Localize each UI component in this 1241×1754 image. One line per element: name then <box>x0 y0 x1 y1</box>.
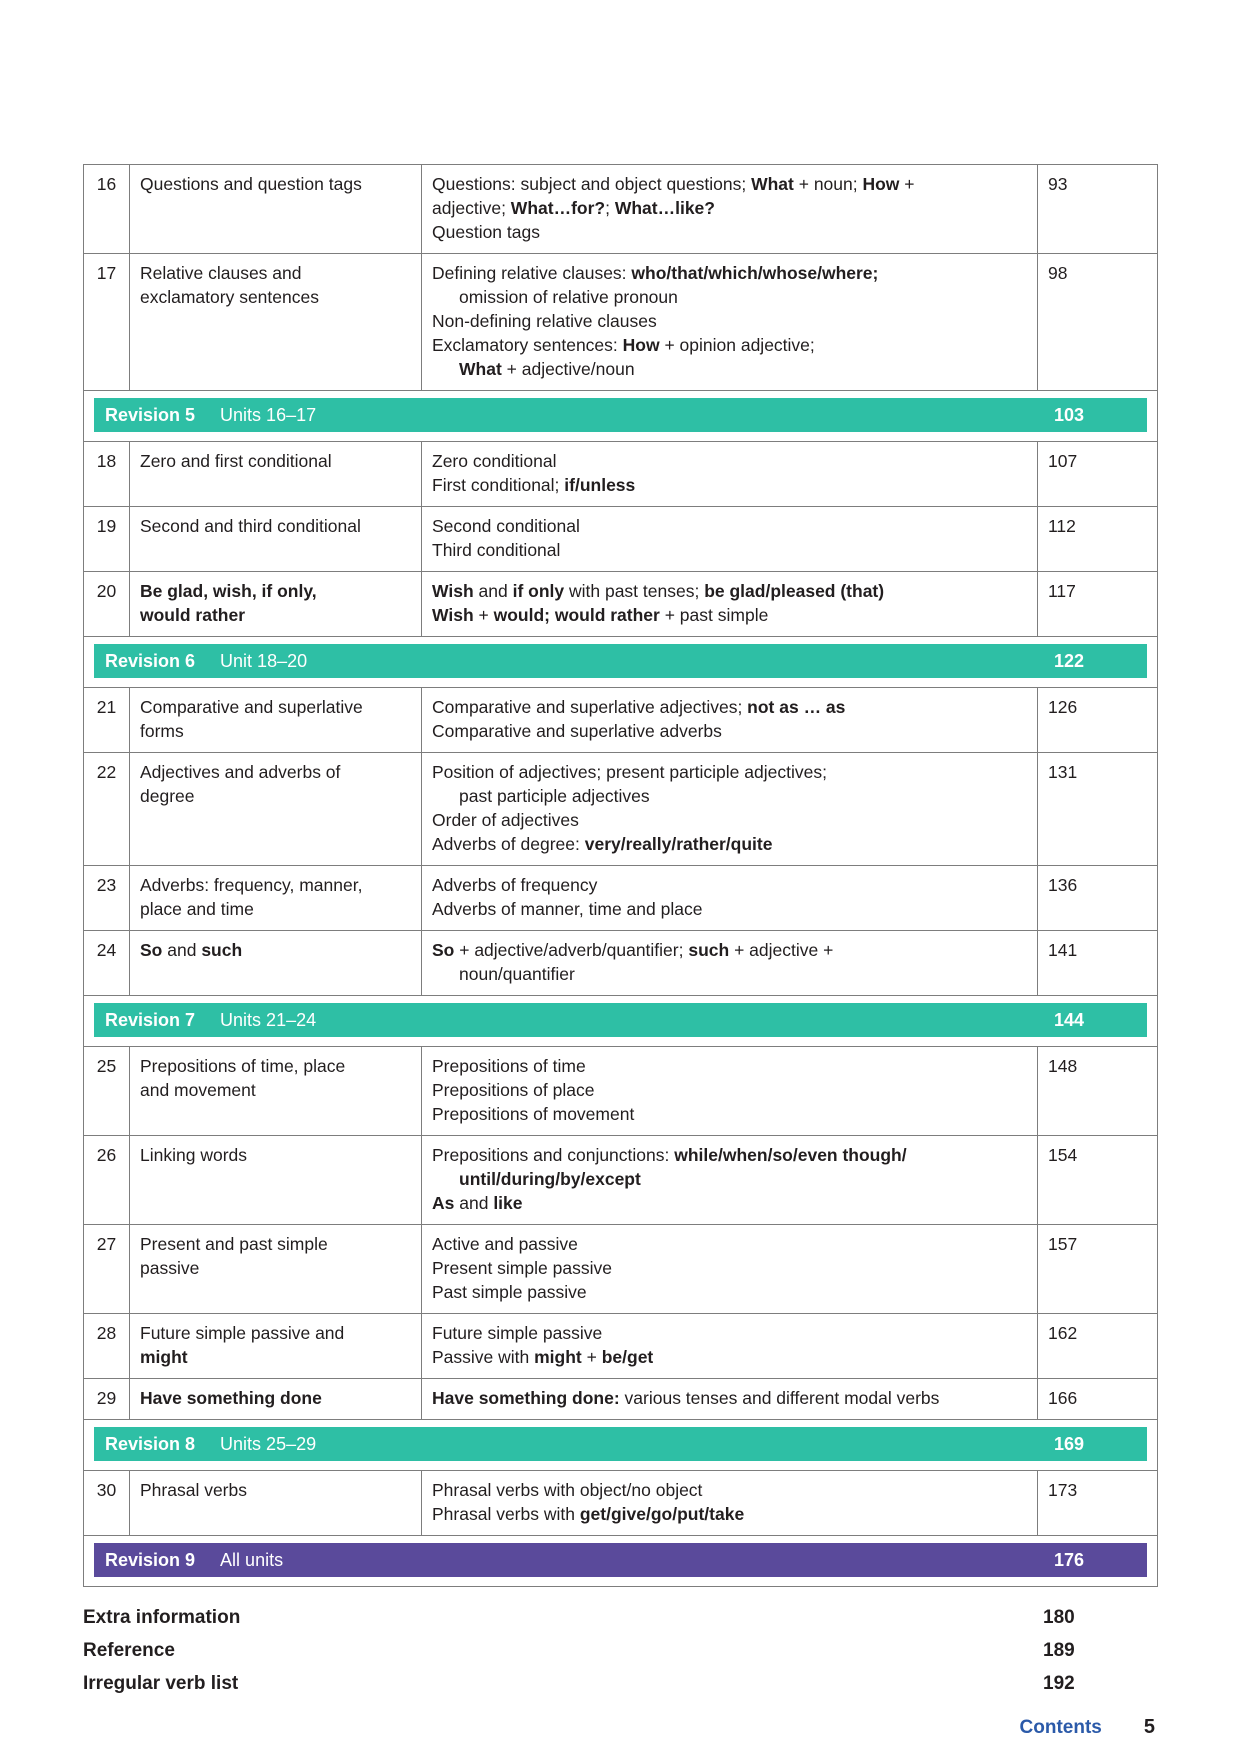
unit-number: 27 <box>84 1225 130 1314</box>
unit-title <box>130 1471 422 1536</box>
text: + opinion adjective; <box>659 335 815 355</box>
revision-5-row <box>84 391 1158 442</box>
description-line <box>432 1321 1027 1345</box>
revision-units: Units 25–29 <box>220 1434 317 1454</box>
text: and <box>454 1193 494 1213</box>
revision-units: Units 16–17 <box>220 405 317 425</box>
toc-row-unit-16 <box>84 165 1158 254</box>
unit-page-number: 126 <box>1038 688 1158 753</box>
bold-text: Wish <box>432 605 474 625</box>
text: degree <box>140 786 195 806</box>
unit-page-number: 173 <box>1038 1471 1158 1536</box>
text: Present and past simple <box>140 1234 328 1254</box>
description-line <box>432 196 1027 220</box>
back-matter-item <box>83 1673 1157 1698</box>
description-line <box>432 514 1027 538</box>
unit-title <box>130 1225 422 1314</box>
description-line <box>432 1232 1027 1256</box>
title-line <box>140 1054 411 1078</box>
bold-text: might <box>534 1347 582 1367</box>
description-line <box>432 1280 1027 1304</box>
text: Adjectives and adverbs of <box>140 762 341 782</box>
bold-text: such <box>201 940 243 960</box>
revision-page-number: 176 <box>1054 1550 1085 1570</box>
text: Passive with <box>432 1347 535 1367</box>
unit-description <box>422 1136 1038 1225</box>
text: exclamatory sentences <box>140 287 319 307</box>
bold-text: who/that/which/whose/where; <box>631 263 879 283</box>
unit-page-number: 93 <box>1038 165 1158 254</box>
bold-text: What <box>751 174 794 194</box>
title-line <box>140 1256 411 1280</box>
description-line <box>432 962 1027 986</box>
unit-title <box>130 688 422 753</box>
text: + <box>899 174 915 194</box>
unit-description <box>422 442 1038 507</box>
description-line <box>432 1054 1027 1078</box>
description-line <box>432 760 1027 784</box>
unit-title <box>130 572 422 637</box>
text: Adverbs of manner, time and place <box>432 899 703 919</box>
title-line <box>140 285 411 309</box>
revision-band-content <box>94 644 1147 678</box>
revision-label: Revision 5 <box>105 405 196 425</box>
unit-title <box>130 1314 422 1379</box>
bold-text: would rather <box>140 605 246 625</box>
bold-text: So <box>140 940 163 960</box>
title-line <box>140 449 411 473</box>
description-line <box>432 784 1027 808</box>
toc-row-unit-19 <box>84 507 1158 572</box>
text: Past simple passive <box>432 1282 587 1302</box>
text: Order of adjectives <box>432 810 579 830</box>
title-line <box>140 897 411 921</box>
back-matter-list <box>83 1607 1157 1698</box>
revision-9-row <box>84 1536 1158 1587</box>
text: Questions: subject and object questions; <box>432 174 752 194</box>
revision-7-row <box>84 996 1158 1047</box>
revision-units: All units <box>220 1550 284 1570</box>
back-matter-page-number: 189 <box>1043 1640 1075 1661</box>
unit-page-number: 117 <box>1038 572 1158 637</box>
description-line <box>432 579 1027 603</box>
text: Zero and first conditional <box>140 451 332 471</box>
text: various tenses and different modal verbs <box>619 1388 940 1408</box>
revision-band-content <box>94 1003 1147 1037</box>
text: Defining relative clauses: <box>432 263 632 283</box>
title-line <box>140 719 411 743</box>
revision-6-row <box>84 637 1158 688</box>
text: Prepositions of movement <box>432 1104 635 1124</box>
text: + noun; <box>793 174 863 194</box>
unit-page-number: 112 <box>1038 507 1158 572</box>
unit-title <box>130 753 422 866</box>
unit-description <box>422 753 1038 866</box>
bold-text: such <box>688 940 730 960</box>
title-line <box>140 579 411 603</box>
description-line <box>432 309 1027 333</box>
text: + adjective/noun <box>501 359 635 379</box>
text: Exclamatory sentences: <box>432 335 623 355</box>
unit-description <box>422 866 1038 931</box>
revision-label: Revision 8 <box>105 1434 196 1454</box>
bold-text: until/during/by/except <box>459 1169 641 1189</box>
title-line <box>140 873 411 897</box>
description-line <box>432 538 1027 562</box>
back-matter-label: Extra information <box>83 1607 241 1628</box>
text: Active and passive <box>432 1234 578 1254</box>
text: and movement <box>140 1080 256 1100</box>
unit-page-number: 166 <box>1038 1379 1158 1420</box>
revision-page-number: 169 <box>1054 1434 1085 1454</box>
text: with past tenses; <box>564 581 705 601</box>
unit-page-number: 98 <box>1038 254 1158 391</box>
unit-title <box>130 1047 422 1136</box>
title-line <box>140 784 411 808</box>
bold-text: if/unless <box>564 475 636 495</box>
description-line <box>432 473 1027 497</box>
unit-number: 16 <box>84 165 130 254</box>
text: Zero conditional <box>432 451 557 471</box>
unit-number: 29 <box>84 1379 130 1420</box>
text: Questions and question tags <box>140 174 362 194</box>
unit-page-number: 148 <box>1038 1047 1158 1136</box>
unit-description <box>422 165 1038 254</box>
text: Second conditional <box>432 516 580 536</box>
text: adjective; <box>432 198 511 218</box>
revision-label: Revision 6 <box>105 651 196 671</box>
text: Future simple passive and <box>140 1323 345 1343</box>
revision-units: Units 21–24 <box>220 1010 317 1030</box>
text: + adjective/adverb/quantifier; <box>454 940 689 960</box>
description-line <box>432 1256 1027 1280</box>
description-line <box>432 808 1027 832</box>
text: Position of adjectives; present participle adjectives; <box>432 762 827 782</box>
text: Present simple passive <box>432 1258 612 1278</box>
bold-text: Have something done: <box>432 1388 620 1408</box>
bold-text: very/really/rather/quite <box>584 834 773 854</box>
title-line <box>140 514 411 538</box>
bold-text: What…like? <box>614 198 715 218</box>
text: Prepositions and conjunctions: <box>432 1145 675 1165</box>
revision-band-content <box>94 1543 1147 1577</box>
text: Comparative and superlative adjectives; <box>432 697 748 717</box>
footer-section-label: Contents <box>1019 1717 1102 1738</box>
text: Phrasal verbs <box>140 1480 247 1500</box>
revision-band-content <box>94 398 1147 432</box>
unit-number: 20 <box>84 572 130 637</box>
unit-title <box>130 931 422 996</box>
description-line <box>432 1386 1027 1410</box>
title-line <box>140 1321 411 1345</box>
description-line <box>432 695 1027 719</box>
revision-band <box>84 391 1158 442</box>
bold-text: like <box>493 1193 523 1213</box>
description-line <box>432 897 1027 921</box>
revision-band <box>84 637 1158 688</box>
unit-description <box>422 1047 1038 1136</box>
text: Future simple passive <box>432 1323 603 1343</box>
unit-title <box>130 866 422 931</box>
toc-row-unit-23 <box>84 866 1158 931</box>
text: Linking words <box>140 1145 247 1165</box>
toc-row-unit-24 <box>84 931 1158 996</box>
description-line <box>432 1102 1027 1126</box>
back-matter-page-number: 192 <box>1043 1673 1075 1694</box>
unit-number: 19 <box>84 507 130 572</box>
unit-page-number: 107 <box>1038 442 1158 507</box>
text: Prepositions of time <box>432 1056 586 1076</box>
unit-page-number: 162 <box>1038 1314 1158 1379</box>
text: Prepositions of time, place <box>140 1056 346 1076</box>
title-line <box>140 172 411 196</box>
text: passive <box>140 1258 200 1278</box>
unit-number: 30 <box>84 1471 130 1536</box>
toc-row-unit-25 <box>84 1047 1158 1136</box>
unit-number: 25 <box>84 1047 130 1136</box>
back-matter-label: Reference <box>83 1640 175 1661</box>
bold-text: Have something done <box>140 1388 322 1408</box>
bold-text: would; would rather <box>493 605 660 625</box>
bold-text: be glad/pleased (that) <box>704 581 885 601</box>
unit-number: 18 <box>84 442 130 507</box>
title-line <box>140 1143 411 1167</box>
text: and <box>162 940 202 960</box>
text: noun/quantifier <box>459 964 575 984</box>
description-line <box>432 1502 1027 1526</box>
contents-page <box>83 164 1157 1739</box>
text: past participle adjectives <box>459 786 650 806</box>
bold-text: while/when/so/even though/ <box>674 1145 907 1165</box>
unit-title <box>130 1136 422 1225</box>
bold-text: if only <box>512 581 565 601</box>
unit-description <box>422 1314 1038 1379</box>
description-line <box>432 172 1027 196</box>
text: omission of relative pronoun <box>459 287 678 307</box>
text: + <box>473 605 494 625</box>
unit-title <box>130 254 422 391</box>
title-line <box>140 938 411 962</box>
unit-description <box>422 688 1038 753</box>
bold-text: How <box>622 335 660 355</box>
text: ; <box>605 198 615 218</box>
unit-page-number: 136 <box>1038 866 1158 931</box>
text: + past simple <box>659 605 769 625</box>
bold-text: get/give/go/put/take <box>579 1504 745 1524</box>
description-line <box>432 1078 1027 1102</box>
unit-description <box>422 1379 1038 1420</box>
toc-row-unit-26 <box>84 1136 1158 1225</box>
description-line <box>432 938 1027 962</box>
title-line <box>140 603 411 627</box>
toc-row-unit-21 <box>84 688 1158 753</box>
title-line <box>140 1478 411 1502</box>
description-line <box>432 449 1027 473</box>
description-line <box>432 357 1027 381</box>
back-matter-label: Irregular verb list <box>83 1673 239 1694</box>
unit-title <box>130 507 422 572</box>
unit-number: 24 <box>84 931 130 996</box>
text: Third conditional <box>432 540 561 560</box>
text: Non-defining relative clauses <box>432 311 657 331</box>
text: and <box>473 581 513 601</box>
title-line <box>140 760 411 784</box>
title-line <box>140 1078 411 1102</box>
page-footer <box>83 1716 1157 1739</box>
revision-band <box>84 1536 1158 1587</box>
bold-text: Wish <box>432 581 474 601</box>
description-line <box>432 719 1027 743</box>
text: + adjective + <box>729 940 834 960</box>
toc-row-unit-27 <box>84 1225 1158 1314</box>
unit-title <box>130 165 422 254</box>
revision-band <box>84 1420 1158 1471</box>
text: place and time <box>140 899 254 919</box>
text: + <box>581 1347 602 1367</box>
toc-row-unit-20 <box>84 572 1158 637</box>
unit-description <box>422 931 1038 996</box>
unit-page-number: 157 <box>1038 1225 1158 1314</box>
unit-number: 22 <box>84 753 130 866</box>
toc-row-unit-30 <box>84 1471 1158 1536</box>
title-line <box>140 1232 411 1256</box>
back-matter-item <box>83 1607 1157 1632</box>
text: Phrasal verbs with <box>432 1504 580 1524</box>
unit-description <box>422 572 1038 637</box>
description-line <box>432 1143 1027 1167</box>
contents-table <box>83 164 1158 1587</box>
bold-text: be/get <box>601 1347 654 1367</box>
revision-page-number: 144 <box>1054 1010 1085 1030</box>
bold-text: How <box>862 174 900 194</box>
title-line <box>140 261 411 285</box>
unit-description <box>422 1471 1038 1536</box>
revision-label: Revision 7 <box>105 1010 196 1030</box>
description-line <box>432 832 1027 856</box>
description-line <box>432 1167 1027 1191</box>
text: Relative clauses and <box>140 263 302 283</box>
text: Adverbs of degree: <box>432 834 585 854</box>
text: Comparative and superlative <box>140 697 363 717</box>
back-matter-page-number: 180 <box>1043 1607 1075 1628</box>
revision-label: Revision 9 <box>105 1550 196 1570</box>
revision-units: Unit 18–20 <box>220 651 308 671</box>
unit-number: 17 <box>84 254 130 391</box>
description-line <box>432 1345 1027 1369</box>
bold-text: What…for? <box>510 198 606 218</box>
unit-page-number: 141 <box>1038 931 1158 996</box>
description-line <box>432 261 1027 285</box>
bold-text: not as … as <box>747 697 846 717</box>
description-line <box>432 333 1027 357</box>
bold-text: Be glad, wish, if only, <box>140 581 317 601</box>
text: Second and third conditional <box>140 516 361 536</box>
text: Adverbs: frequency, manner, <box>140 875 363 895</box>
title-line <box>140 1386 411 1410</box>
toc-row-unit-29 <box>84 1379 1158 1420</box>
bold-text: might <box>140 1347 188 1367</box>
unit-page-number: 154 <box>1038 1136 1158 1225</box>
toc-row-unit-17 <box>84 254 1158 391</box>
description-line <box>432 285 1027 309</box>
description-line <box>432 1191 1027 1215</box>
description-line <box>432 1478 1027 1502</box>
bold-text: What <box>459 359 502 379</box>
title-line <box>140 695 411 719</box>
unit-description <box>422 254 1038 391</box>
toc-row-unit-18 <box>84 442 1158 507</box>
revision-page-number: 103 <box>1054 405 1085 425</box>
description-line <box>432 873 1027 897</box>
unit-title <box>130 442 422 507</box>
description-line <box>432 603 1027 627</box>
unit-number: 26 <box>84 1136 130 1225</box>
bold-text: As <box>432 1193 455 1213</box>
bold-text: So <box>432 940 455 960</box>
text: Question tags <box>432 222 540 242</box>
text: Adverbs of frequency <box>432 875 598 895</box>
title-line <box>140 1345 411 1369</box>
revision-band <box>84 996 1158 1047</box>
text: First conditional; <box>432 475 565 495</box>
unit-number: 23 <box>84 866 130 931</box>
description-line <box>432 220 1027 244</box>
unit-description <box>422 1225 1038 1314</box>
text: Phrasal verbs with object/no object <box>432 1480 703 1500</box>
unit-number: 28 <box>84 1314 130 1379</box>
unit-description <box>422 507 1038 572</box>
footer-page-number: 5 <box>1143 1716 1155 1738</box>
revision-8-row <box>84 1420 1158 1471</box>
text: Comparative and superlative adverbs <box>432 721 722 741</box>
toc-row-unit-22 <box>84 753 1158 866</box>
toc-row-unit-28 <box>84 1314 1158 1379</box>
revision-band-content <box>94 1427 1147 1461</box>
revision-page-number: 122 <box>1054 651 1085 671</box>
text: forms <box>140 721 184 741</box>
unit-page-number: 131 <box>1038 753 1158 866</box>
unit-title <box>130 1379 422 1420</box>
text: Prepositions of place <box>432 1080 595 1100</box>
unit-number: 21 <box>84 688 130 753</box>
back-matter-item <box>83 1640 1157 1665</box>
